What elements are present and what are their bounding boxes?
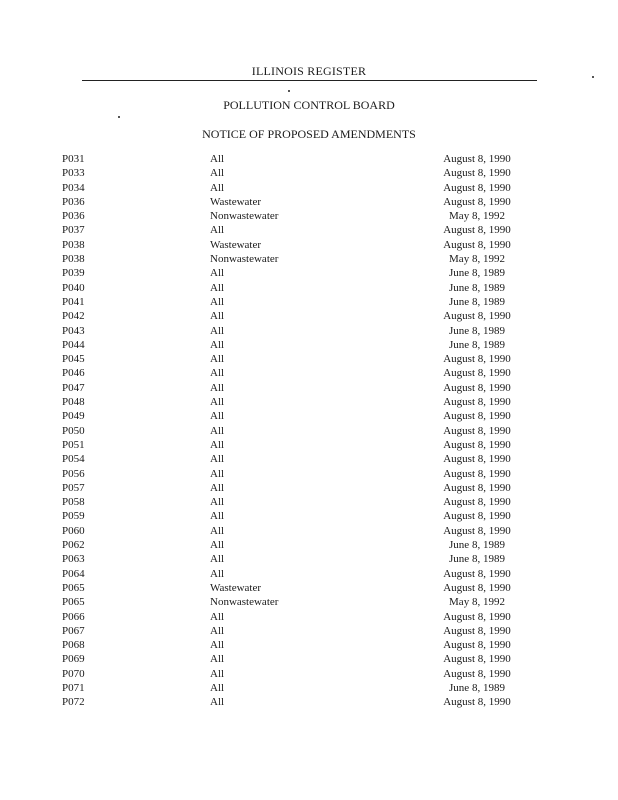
- effective-date: August 8, 1990: [443, 696, 511, 709]
- waste-code: P042: [62, 310, 85, 323]
- table-row: [62, 667, 522, 681]
- waste-subcategory: All: [210, 453, 225, 466]
- table-row: [62, 624, 522, 638]
- waste-subcategory: All: [210, 295, 225, 308]
- waste-code: P041: [62, 295, 85, 308]
- table-row: [62, 595, 522, 609]
- effective-date: May 8, 1992: [449, 596, 505, 609]
- table-row: [62, 281, 522, 295]
- table-row: [62, 638, 522, 652]
- waste-subcategory: Wastewater: [210, 581, 262, 594]
- waste-subcategory: All: [210, 310, 225, 323]
- table-row: [62, 252, 522, 266]
- table-row: [62, 152, 522, 166]
- table-row: [62, 238, 522, 252]
- table-row: [62, 324, 522, 338]
- waste-subcategory: All: [210, 553, 225, 566]
- effective-date: June 8, 1989: [449, 281, 505, 294]
- effective-date: August 8, 1990: [443, 524, 511, 537]
- waste-subcategory: All: [210, 696, 225, 709]
- waste-subcategory: All: [210, 624, 225, 637]
- table-row: [62, 452, 522, 466]
- waste-code: P031: [62, 153, 85, 165]
- waste-code: P045: [62, 353, 85, 366]
- waste-code: P036: [62, 195, 85, 208]
- waste-code: P057: [62, 481, 85, 494]
- waste-code: P065: [62, 596, 85, 609]
- effective-date: August 8, 1990: [443, 396, 511, 409]
- waste-code: P069: [62, 653, 85, 666]
- waste-subcategory: Wastewater: [210, 195, 262, 208]
- table-row: [62, 352, 522, 366]
- waste-code: P050: [62, 424, 85, 437]
- waste-subcategory: All: [210, 467, 225, 480]
- waste-code: P038: [62, 238, 85, 251]
- waste-code: P056: [62, 467, 85, 480]
- effective-date: August 8, 1990: [443, 667, 511, 680]
- waste-subcategory: Nonwastewater: [210, 253, 279, 266]
- table-row: [62, 495, 522, 509]
- table-row: [62, 538, 522, 552]
- table-row: [62, 295, 522, 309]
- effective-date: June 8, 1989: [449, 681, 505, 694]
- table-row: [62, 695, 522, 709]
- waste-subcategory: All: [210, 524, 225, 537]
- effective-date: August 8, 1990: [443, 238, 511, 251]
- effective-date: August 8, 1990: [443, 381, 511, 394]
- waste-subcategory: All: [210, 681, 225, 694]
- waste-code: P039: [62, 267, 85, 280]
- waste-subcategory: Wastewater: [210, 238, 262, 251]
- effective-date: August 8, 1990: [443, 153, 511, 165]
- table-row: [62, 338, 522, 352]
- effective-date: June 8, 1989: [449, 324, 505, 337]
- scan-speck: [288, 90, 290, 92]
- table-row: [62, 395, 522, 409]
- table-row: [62, 581, 522, 595]
- effective-date: June 8, 1989: [449, 267, 505, 280]
- waste-code: P059: [62, 510, 85, 523]
- table-row: [62, 610, 522, 624]
- effective-date: August 8, 1990: [443, 639, 511, 652]
- effective-date: May 8, 1992: [449, 210, 505, 223]
- waste-code: P048: [62, 396, 85, 409]
- table-row: [62, 567, 522, 581]
- waste-subcategory: All: [210, 410, 225, 423]
- effective-date: August 8, 1990: [443, 653, 511, 666]
- waste-subcategory: All: [210, 267, 225, 280]
- table-row: [62, 366, 522, 380]
- effective-date: August 8, 1990: [443, 310, 511, 323]
- effective-date: August 8, 1990: [443, 181, 511, 194]
- waste-code: P047: [62, 381, 85, 394]
- table-row: [62, 681, 522, 695]
- table-row: [62, 223, 522, 237]
- table-row: [62, 266, 522, 280]
- waste-code: P037: [62, 224, 85, 237]
- table-row: [62, 195, 522, 209]
- waste-subcategory: Nonwastewater: [210, 596, 279, 609]
- effective-date: May 8, 1992: [449, 253, 505, 266]
- waste-code: P058: [62, 496, 85, 509]
- waste-subcategory: All: [210, 181, 225, 194]
- waste-subcategory: All: [210, 610, 225, 623]
- waste-code: P070: [62, 667, 85, 680]
- effective-date: August 8, 1990: [443, 353, 511, 366]
- waste-code: P063: [62, 553, 85, 566]
- waste-subcategory: Nonwastewater: [210, 210, 279, 223]
- table-row: [62, 552, 522, 566]
- scan-speck: [592, 76, 594, 78]
- effective-date: August 8, 1990: [443, 510, 511, 523]
- waste-code: P046: [62, 367, 85, 380]
- effective-date: June 8, 1989: [449, 295, 505, 308]
- table-row: [62, 652, 522, 666]
- effective-date: August 8, 1990: [443, 167, 511, 180]
- register-title: ILLINOIS REGISTER: [251, 64, 367, 78]
- effective-date: August 8, 1990: [443, 496, 511, 509]
- table-row: [62, 438, 522, 452]
- effective-date: August 8, 1990: [443, 467, 511, 480]
- effective-date: June 8, 1989: [449, 539, 505, 552]
- effective-date: August 8, 1990: [443, 624, 511, 637]
- table-row: [62, 309, 522, 323]
- waste-code: P060: [62, 524, 85, 537]
- waste-subcategory: All: [210, 667, 225, 680]
- waste-code: P036: [62, 210, 85, 223]
- waste-subcategory: All: [210, 639, 225, 652]
- waste-code: P065: [62, 581, 85, 594]
- waste-code: P064: [62, 567, 85, 580]
- waste-code: P071: [62, 681, 85, 694]
- waste-subcategory: All: [210, 367, 225, 380]
- notice-heading: NOTICE OF PROPOSED AMENDMENTS: [202, 127, 416, 141]
- header-rule: [82, 80, 537, 81]
- waste-code-list: [62, 152, 522, 710]
- effective-date: August 8, 1990: [443, 481, 511, 494]
- effective-date: June 8, 1989: [449, 338, 505, 351]
- waste-code: P040: [62, 281, 85, 294]
- table-row: [62, 481, 522, 495]
- table-row: [62, 181, 522, 195]
- effective-date: August 8, 1990: [443, 610, 511, 623]
- waste-code: P044: [62, 338, 85, 351]
- effective-date: August 8, 1990: [443, 195, 511, 208]
- waste-code: P072: [62, 696, 85, 709]
- effective-date: August 8, 1990: [443, 438, 511, 451]
- waste-code: P051: [62, 438, 85, 451]
- waste-subcategory: All: [210, 481, 225, 494]
- waste-code: P068: [62, 639, 85, 652]
- effective-date: June 8, 1989: [449, 553, 505, 566]
- waste-subcategory: All: [210, 438, 225, 451]
- waste-subcategory: All: [210, 539, 225, 552]
- effective-date: August 8, 1990: [443, 224, 511, 237]
- waste-subcategory: All: [210, 653, 225, 666]
- effective-date: August 8, 1990: [443, 453, 511, 466]
- waste-code: P049: [62, 410, 85, 423]
- table-row: [62, 166, 522, 180]
- table-row: [62, 409, 522, 423]
- waste-subcategory: All: [210, 153, 225, 165]
- waste-code: P054: [62, 453, 85, 466]
- effective-date: August 8, 1990: [443, 410, 511, 423]
- waste-code: P034: [62, 181, 85, 194]
- waste-subcategory: All: [210, 381, 225, 394]
- effective-date: August 8, 1990: [443, 567, 511, 580]
- waste-code: P043: [62, 324, 85, 337]
- effective-date: August 8, 1990: [443, 424, 511, 437]
- waste-code: P066: [62, 610, 85, 623]
- table-row: [62, 467, 522, 481]
- table-row: [62, 509, 522, 523]
- agency-heading: POLLUTION CONTROL BOARD: [223, 98, 395, 112]
- waste-subcategory: All: [210, 496, 225, 509]
- waste-code: P062: [62, 539, 85, 552]
- effective-date: August 8, 1990: [443, 581, 511, 594]
- waste-subcategory: All: [210, 281, 225, 294]
- waste-subcategory: All: [210, 224, 225, 237]
- waste-subcategory: All: [210, 353, 225, 366]
- waste-subcategory: All: [210, 424, 225, 437]
- table-row: [62, 381, 522, 395]
- waste-code: P033: [62, 167, 85, 180]
- waste-code: P067: [62, 624, 85, 637]
- waste-subcategory: All: [210, 567, 225, 580]
- waste-subcategory: All: [210, 167, 225, 180]
- waste-subcategory: All: [210, 324, 225, 337]
- table-row: [62, 424, 522, 438]
- waste-subcategory: All: [210, 338, 225, 351]
- waste-subcategory: All: [210, 396, 225, 409]
- effective-date: August 8, 1990: [443, 367, 511, 380]
- scan-speck: [118, 116, 120, 118]
- waste-subcategory: All: [210, 510, 225, 523]
- table-row: [62, 209, 522, 223]
- waste-code: P038: [62, 253, 85, 266]
- table-row: [62, 524, 522, 538]
